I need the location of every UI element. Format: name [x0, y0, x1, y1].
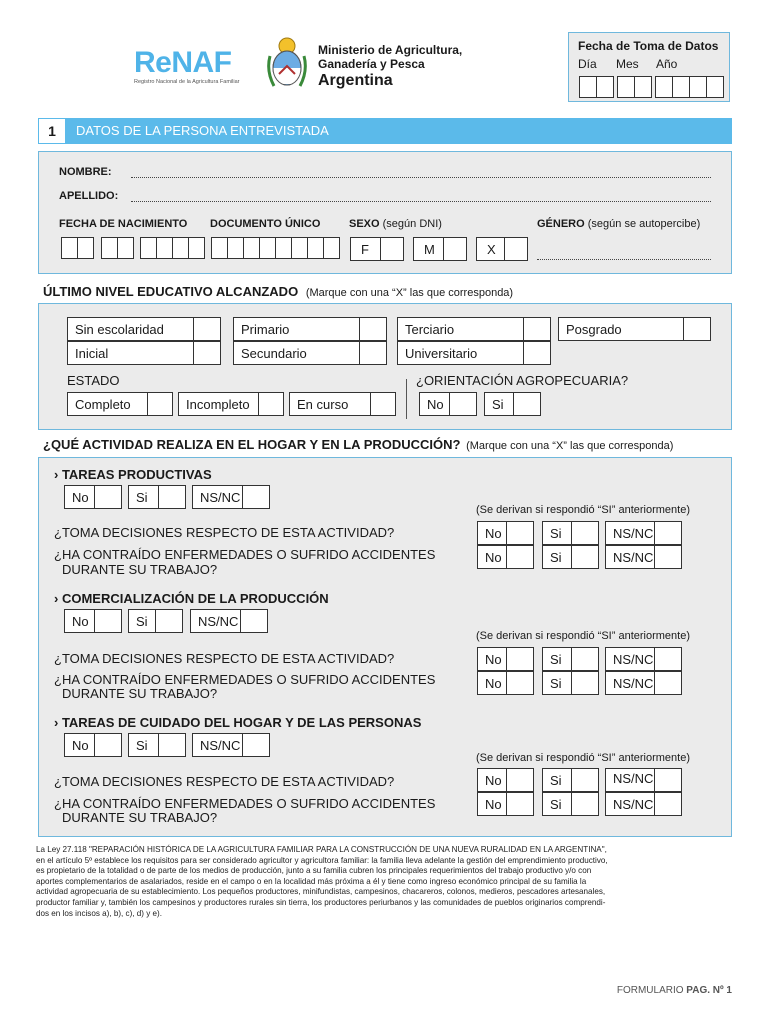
document-digit-2[interactable]: [227, 237, 244, 259]
cuidado-no[interactable]: [64, 733, 122, 757]
q2b-nsnc[interactable]: [605, 671, 682, 695]
q3a-nsnc-checkbox[interactable]: [654, 769, 681, 791]
tareas-productivas-si-label: Si: [136, 490, 148, 505]
activity-heading: [43, 437, 673, 452]
edu-sin-escolaridad-label: Sin escolaridad: [75, 322, 164, 337]
q3b-nsnc[interactable]: [605, 792, 682, 816]
q2a-nsnc-label: NS/NC: [613, 652, 654, 667]
tareas-productivas-no-checkbox[interactable]: [94, 486, 121, 508]
q3b-si-checkbox[interactable]: [571, 793, 598, 815]
q1-enfermedades-line-1: ¿HA CONTRAÍDO ENFERMEDADES O SUFRIDO ACCIDENTES: [54, 547, 436, 562]
q1a-nsnc-label: NS/NC: [613, 526, 654, 541]
genero-note: (según se autopercibe): [587, 218, 701, 230]
estado-en-curso[interactable]: [289, 392, 396, 416]
q2b-no-checkbox[interactable]: [506, 672, 533, 694]
q2b-no-label: No: [485, 676, 502, 691]
q2-decisiones: ¿TOMA DECISIONES RESPECTO DE ESTA ACTIVIDAD?: [54, 651, 395, 666]
document-digit-4[interactable]: [259, 237, 276, 259]
edu-universitario[interactable]: [397, 341, 551, 365]
document-digit-5[interactable]: [275, 237, 292, 259]
q2b-si-label: Si: [550, 676, 562, 691]
birth-day-2[interactable]: [77, 237, 94, 259]
orientacion-si-checkbox[interactable]: [513, 393, 540, 415]
edu-primario-checkbox[interactable]: [359, 318, 386, 340]
education-divider: [406, 379, 407, 419]
sex-option-m[interactable]: [413, 237, 467, 261]
cuidado-si[interactable]: [128, 733, 186, 757]
estado-completo[interactable]: [67, 392, 173, 416]
sex-option-m-checkbox[interactable]: [443, 238, 466, 260]
edu-posgrado-checkbox[interactable]: [683, 318, 710, 340]
sexo-note: (según DNI): [382, 218, 442, 230]
document-digit-3[interactable]: [243, 237, 260, 259]
q3a-no-label: No: [485, 773, 502, 788]
date-year-digit-1[interactable]: [655, 76, 673, 98]
q2a-si-checkbox[interactable]: [571, 648, 598, 670]
q2b-si-checkbox[interactable]: [571, 672, 598, 694]
law-text-line: dos en los incisos a), b), c), d) y e).: [36, 908, 162, 918]
apellido-field[interactable]: [131, 201, 711, 202]
q2a-nsnc[interactable]: [605, 647, 682, 671]
edu-secundario[interactable]: [233, 341, 387, 365]
comercializacion-si-checkbox[interactable]: [155, 610, 182, 632]
edu-secundario-checkbox[interactable]: [359, 342, 386, 364]
estado-label: ESTADO: [67, 373, 120, 388]
q1b-no[interactable]: [477, 545, 534, 569]
education-panel: [38, 303, 732, 430]
birth-month-2[interactable]: [117, 237, 134, 259]
estado-incompleto-label: Incompleto: [186, 397, 250, 412]
law-text-line: aportes complementarios de asalariados, reside en el campo o en la localidad más próxima a él y tiene como ingreso económico principal de su familia la: [36, 876, 587, 886]
sex-option-x-checkbox[interactable]: [504, 238, 527, 260]
q2b-si[interactable]: [542, 671, 599, 695]
q2a-no[interactable]: [477, 647, 534, 671]
tareas-productivas-nsnc-checkbox[interactable]: [242, 486, 269, 508]
law-text-line: productor familiar y, también los campesinos y productores rurales sin tierra, los productores periurbanos y las comunidades de pueblos originarios comprendi-: [36, 897, 606, 907]
sex-option-f-label: F: [361, 242, 369, 257]
q3-enfermedades-line-1: ¿HA CONTRAÍDO ENFERMEDADES O SUFRIDO ACCIDENTES: [54, 796, 436, 811]
tareas-productivas-nsnc-label: NS/NC: [200, 490, 241, 505]
q1b-si-checkbox[interactable]: [571, 546, 598, 568]
date-box-title: Fecha de Toma de Datos: [578, 39, 719, 53]
estado-incompleto-checkbox[interactable]: [258, 393, 283, 415]
comercializacion-si[interactable]: [128, 609, 183, 633]
edu-sin-escolaridad-checkbox[interactable]: [193, 318, 220, 340]
estado-en-curso-label: En curso: [297, 397, 349, 412]
q1b-nsnc-label: NS/NC: [613, 550, 654, 565]
q1-enfermedades-line-2: DURANTE SU TRABAJO?: [62, 562, 218, 577]
q2a-nsnc-checkbox[interactable]: [654, 648, 681, 670]
activity-panel: [38, 457, 732, 837]
cuidado-si-label: Si: [136, 738, 148, 753]
edu-posgrado-label: Posgrado: [566, 322, 622, 337]
estado-completo-checkbox[interactable]: [147, 393, 172, 415]
tareas-productivas-nsnc[interactable]: [192, 485, 270, 509]
q2b-nsnc-label: NS/NC: [613, 676, 654, 691]
q3-enfermedades-line-2: DURANTE SU TRABAJO?: [62, 810, 218, 825]
sex-option-f[interactable]: [350, 237, 404, 261]
q1-decisiones: ¿TOMA DECISIONES RESPECTO DE ESTA ACTIVIDAD?: [54, 525, 395, 540]
sex-option-m-label: M: [424, 242, 435, 257]
comercializacion-no-checkbox[interactable]: [94, 610, 121, 632]
edu-primario[interactable]: [233, 317, 387, 341]
document-digit-7[interactable]: [307, 237, 324, 259]
orientacion-label: ¿ORIENTACIÓN AGROPECUARIA?: [416, 373, 629, 388]
estado-completo-label: Completo: [75, 397, 131, 412]
law-text-line: es propietario de la totalidad o de parte de los medios de producción, junto a su familia cubren los principales requerimientos del trabajo productivo y/o con: [36, 866, 592, 876]
q3a-no[interactable]: [477, 768, 534, 792]
date-year-digit-3[interactable]: [689, 76, 707, 98]
section-1-number: 1: [48, 123, 56, 139]
edu-terciario[interactable]: [397, 317, 551, 341]
edu-posgrado[interactable]: [558, 317, 711, 341]
birth-year-1[interactable]: [140, 237, 157, 259]
q2b-nsnc-checkbox[interactable]: [654, 672, 681, 694]
q1a-no[interactable]: [477, 521, 534, 545]
genero-field[interactable]: [537, 259, 711, 260]
derivan-note-2: (Se derivan si respondió “SI” anteriormente): [476, 630, 690, 642]
tareas-productivas-no[interactable]: [64, 485, 122, 509]
edu-inicial[interactable]: [67, 341, 221, 365]
estado-en-curso-checkbox[interactable]: [370, 393, 395, 415]
activity-title: ¿QUÉ ACTIVIDAD REALIZA EN EL HOGAR Y EN LA PRODUCCIÓN?: [43, 437, 461, 452]
q2a-no-label: No: [485, 652, 502, 667]
genero-label: [537, 218, 700, 230]
education-title: ÚLTIMO NIVEL EDUCATIVO ALCANZADO: [43, 284, 299, 299]
date-day-digit-1[interactable]: [579, 76, 597, 98]
comercializacion-no[interactable]: [64, 609, 122, 633]
edu-primario-label: Primario: [241, 322, 290, 337]
q2-enfermedades-line-1: ¿HA CONTRAÍDO ENFERMEDADES O SUFRIDO ACCIDENTES: [54, 672, 436, 687]
documento-label: DOCUMENTO ÚNICO: [210, 218, 321, 230]
ministry-line-2: Ganadería y Pesca: [318, 57, 425, 71]
birth-year-4[interactable]: [188, 237, 205, 259]
law-text-line: actividad agropecuaria de su establecimiento. Los pequeños productores, minifundistas, campesinos, chacareros, colonos, medieros, pescadores artesanales,: [36, 887, 606, 897]
orientacion-no[interactable]: [419, 392, 477, 416]
edu-universitario-label: Universitario: [405, 346, 478, 361]
education-heading: [43, 284, 513, 299]
date-box: [568, 32, 730, 102]
genero-label-text: GÉNERO: [537, 218, 585, 230]
cuidado-nsnc-checkbox[interactable]: [242, 734, 269, 756]
subsection-cuidado-hogar: › TAREAS DE CUIDADO DEL HOGAR Y DE LAS PERSONAS: [54, 715, 422, 730]
personal-data-panel: [38, 151, 732, 274]
section-1-title: DATOS DE LA PERSONA ENTREVISTADA: [76, 123, 329, 138]
q2a-si-label: Si: [550, 652, 562, 667]
birth-year-2[interactable]: [156, 237, 173, 259]
q1a-si[interactable]: [542, 521, 599, 545]
date-year-digit-2[interactable]: [672, 76, 690, 98]
edu-sin-escolaridad[interactable]: [67, 317, 221, 341]
q2a-no-checkbox[interactable]: [506, 648, 533, 670]
derivan-note-3: (Se derivan si respondió “SI” anteriormente): [476, 752, 690, 764]
apellido-label: APELLIDO:: [59, 190, 119, 202]
q1b-si-label: Si: [550, 550, 562, 565]
form-label: FORMULARIO: [616, 985, 684, 996]
document-digit-1[interactable]: [211, 237, 228, 259]
ministry-line-1: Ministerio de Agricultura,: [318, 43, 463, 57]
orientacion-si[interactable]: [484, 392, 541, 416]
q3a-no-checkbox[interactable]: [506, 769, 533, 791]
education-note: (Marque con una “X” las que corresponda): [305, 287, 514, 299]
comercializacion-nsnc[interactable]: [190, 609, 268, 633]
sex-option-f-checkbox[interactable]: [380, 238, 403, 260]
edu-universitario-checkbox[interactable]: [523, 342, 550, 364]
ministry-block: [318, 43, 462, 90]
fecha-nacimiento-label: FECHA DE NACIMIENTO: [59, 218, 188, 230]
q3a-si-label: Si: [550, 773, 562, 788]
sex-option-x[interactable]: [476, 237, 528, 261]
date-month-digit-1[interactable]: [617, 76, 635, 98]
subsection-tareas-productivas: › TAREAS PRODUCTIVAS: [54, 467, 212, 482]
cuidado-no-label: No: [72, 738, 89, 753]
q3a-nsnc-label: NS/NC: [613, 771, 654, 786]
activity-note: (Marque con una “X” las que corresponda): [466, 440, 674, 452]
argentina-coat-of-arms-icon: [266, 36, 308, 99]
birth-year-3[interactable]: [172, 237, 189, 259]
q3b-nsnc-label: NS/NC: [613, 797, 654, 812]
ministry-country: Argentina: [318, 72, 393, 89]
comercializacion-nsnc-checkbox[interactable]: [240, 610, 267, 632]
q1a-no-label: No: [485, 526, 502, 541]
document-digit-6[interactable]: [291, 237, 308, 259]
date-day-digit-2[interactable]: [596, 76, 614, 98]
edu-inicial-label: Inicial: [75, 346, 109, 361]
q1a-nsnc-checkbox[interactable]: [654, 522, 681, 544]
law-text-line: La Ley 27.118 "REPARACIÓN HISTÓRICA DE LA AGRICULTURA FAMILIAR PARA LA CONSTRUCCIÓN DE UNA NUEVA RURALIDAD EN LA ARGENTINA",: [36, 845, 607, 854]
q3-decisiones: ¿TOMA DECISIONES RESPECTO DE ESTA ACTIVIDAD?: [54, 774, 395, 789]
orientacion-si-label: Si: [492, 397, 504, 412]
q1b-nsnc-checkbox[interactable]: [654, 546, 681, 568]
nombre-label: NOMBRE:: [59, 166, 112, 178]
q2b-no[interactable]: [477, 671, 534, 695]
comercializacion-si-label: Si: [136, 614, 148, 629]
q1b-nsnc[interactable]: [605, 545, 682, 569]
q2-enfermedades-line-2: DURANTE SU TRABAJO?: [62, 686, 218, 701]
birth-month-1[interactable]: [101, 237, 118, 259]
page-number: PAG. Nº 1: [686, 985, 732, 996]
q1a-si-checkbox[interactable]: [571, 522, 598, 544]
section-1-header: [38, 118, 732, 144]
q3b-si-label: Si: [550, 797, 562, 812]
law-text: [36, 845, 736, 919]
date-month-digit-2[interactable]: [634, 76, 652, 98]
tareas-productivas-si-checkbox[interactable]: [158, 486, 185, 508]
renaf-logo-text: ReNAF: [134, 46, 232, 79]
date-month-label: Mes: [616, 57, 639, 71]
q3b-nsnc-checkbox[interactable]: [654, 793, 681, 815]
nombre-field[interactable]: [131, 177, 711, 178]
q1a-si-label: Si: [550, 526, 562, 541]
q3a-si-checkbox[interactable]: [571, 769, 598, 791]
birth-day-1[interactable]: [61, 237, 78, 259]
edu-secundario-label: Secundario: [241, 346, 307, 361]
q2a-si[interactable]: [542, 647, 599, 671]
cuidado-nsnc[interactable]: [192, 733, 270, 757]
orientacion-no-checkbox[interactable]: [449, 393, 476, 415]
cuidado-nsnc-label: NS/NC: [200, 738, 241, 753]
q1b-si[interactable]: [542, 545, 599, 569]
law-text-line: en el artículo 5º establece los requisitos para ser considerado agricultor y agricultora familiar: la familia lleva adelante la gestión del emprendimiento productivo,: [36, 855, 608, 865]
sexo-label: [349, 218, 442, 230]
q1a-nsnc[interactable]: [605, 521, 682, 545]
document-digit-8[interactable]: [323, 237, 340, 259]
estado-incompleto[interactable]: [178, 392, 284, 416]
orientacion-no-label: No: [427, 397, 444, 412]
renaf-logo-subtitle: Registro Nacional de la Agricultura Familiar: [134, 79, 240, 85]
comercializacion-no-label: No: [72, 614, 89, 629]
sexo-label-text: SEXO: [349, 218, 380, 230]
cuidado-no-checkbox[interactable]: [94, 734, 121, 756]
renaf-logo: [134, 48, 239, 85]
subsection-comercializacion: › COMERCIALIZACIÓN DE LA PRODUCCIÓN: [54, 591, 329, 606]
edu-terciario-label: Terciario: [405, 322, 455, 337]
section-1-number-box: [38, 118, 66, 144]
q1b-no-label: No: [485, 550, 502, 565]
q1b-no-checkbox[interactable]: [506, 546, 533, 568]
q1a-no-checkbox[interactable]: [506, 522, 533, 544]
q3b-si[interactable]: [542, 792, 599, 816]
cuidado-si-checkbox[interactable]: [158, 734, 185, 756]
tareas-productivas-si[interactable]: [128, 485, 186, 509]
q3a-nsnc[interactable]: [605, 768, 682, 792]
tareas-productivas-no-label: No: [72, 490, 89, 505]
q3b-no-checkbox[interactable]: [506, 793, 533, 815]
comercializacion-nsnc-label: NS/NC: [198, 614, 239, 629]
edu-terciario-checkbox[interactable]: [523, 318, 550, 340]
q3b-no[interactable]: [477, 792, 534, 816]
date-day-label: Día: [578, 57, 597, 71]
date-year-digit-4[interactable]: [706, 76, 724, 98]
edu-inicial-checkbox[interactable]: [193, 342, 220, 364]
q3b-no-label: No: [485, 797, 502, 812]
derivan-note-1: (Se derivan si respondió “SI” anteriormente): [476, 504, 690, 516]
date-year-label: Año: [656, 57, 678, 71]
q3a-si[interactable]: [542, 768, 599, 792]
sex-option-x-label: X: [487, 242, 496, 257]
page-footer: [617, 985, 732, 996]
